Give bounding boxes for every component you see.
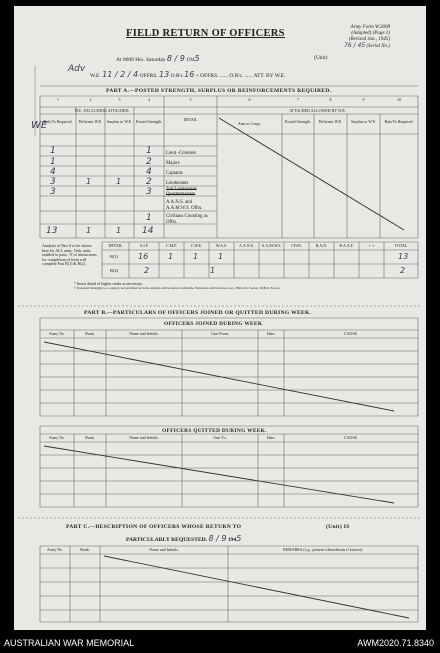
joined-col-army-no: Army No.	[48, 331, 66, 336]
analysis-footnote-1: * Insert detail of higher ranks as necessary.	[74, 281, 143, 286]
col-number-2: 2	[89, 97, 92, 102]
attached-label: + OFFRS. ...... O.R's. ...... ATT. BY W.E.	[195, 73, 286, 79]
col-number-9: 9	[362, 97, 365, 102]
col-head-deficient: Deficient W.E.	[78, 119, 103, 124]
quitted-col-rank: Rank.	[85, 435, 95, 440]
analysis-head-was: W.A.S.	[215, 243, 228, 248]
analysis-row-r2: R(2)	[110, 268, 119, 273]
hw-c2-total: 1	[86, 226, 92, 235]
col-head-att-bals: Bals/To Required.	[384, 119, 414, 124]
col-number-6: 6	[248, 97, 251, 102]
hw-c1-r1: 1	[50, 157, 56, 167]
row-majors: Majors	[166, 161, 180, 166]
analysis-head-cmf: C.M.F.	[165, 243, 178, 248]
serial-label: (Serial No.)	[366, 44, 390, 49]
detail-heading: DETAIL	[183, 117, 198, 122]
analysis-head-aamws: A.A.M.W.S.	[261, 243, 282, 248]
hw-an-r2-aif: 2	[144, 266, 150, 275]
col-number-5: 5	[189, 97, 192, 102]
hw-c4-total: 14	[142, 226, 154, 236]
row-aans: A.A.N.S. and A.A.M.W.S. Offrs.	[166, 200, 203, 211]
ors-handwritten: 16	[184, 70, 195, 79]
col-number-3: 3	[118, 97, 121, 102]
hw-an-r1-aif: 16	[138, 252, 149, 261]
revised-label: (Revised Jan., 1945)	[348, 37, 390, 42]
footer-institution: AUSTRALIAN WAR MEMORIAL	[4, 638, 135, 648]
hw-c1-r4: 3	[50, 187, 56, 197]
analysis-head-other: + +	[368, 243, 375, 248]
part-c-unit-is: (Unit) IS	[326, 524, 350, 530]
analysis-head-ran: R.A.N.	[315, 243, 328, 248]
partc-col-rank: Rank.	[80, 547, 90, 552]
hw-c1-r2: 4	[50, 167, 56, 177]
hw-an-r2-total: 2	[400, 266, 406, 275]
hw-c4-r6: 1	[146, 213, 152, 223]
army-form-number	[344, 25, 390, 50]
hw-c1-r0: 1	[50, 146, 56, 156]
we-line	[90, 70, 286, 79]
analysis-head-total: TOTAL	[394, 243, 408, 248]
hw-c1-total: 13	[46, 226, 58, 236]
hw-c2-r2: 1	[86, 177, 92, 186]
hw-c4-r3: 2	[146, 177, 152, 187]
hw-an-r1-cmf: 1	[168, 252, 174, 261]
at-label: At 0600 Hrs. Saturday	[116, 57, 166, 63]
col-number-1: 1	[57, 97, 59, 102]
joined-col-unit-from: Unit From.	[211, 331, 229, 336]
margin-handwritten: Adv	[68, 64, 86, 74]
col-number-8: 8	[329, 97, 332, 102]
row-2nd-lieutenants: 2nd Lieutenants	[166, 187, 197, 192]
col-head-att-posted: Posted Strength.	[284, 119, 312, 124]
year-label: 194	[186, 57, 195, 63]
ors-label: O.R's	[170, 73, 183, 79]
analysis-note: Analysis of Part A to be shown here for ALL units. Only units entitled to pairs, 'S' of instructions for completion of form will complete Part B(1) & B(2).	[42, 243, 97, 267]
serial-handwritten: 76 / 45	[344, 42, 366, 49]
row-captains: Captains	[166, 171, 183, 176]
form-sheet	[14, 6, 426, 630]
col-number-4: 4	[148, 97, 150, 102]
col-head-surplus: Surplus to W.E.	[106, 119, 133, 124]
analysis-head-raaf: R.A.A.F.	[339, 243, 354, 248]
col-number-7: 7	[297, 97, 299, 102]
unit-label: (Unit)	[314, 55, 328, 61]
quitted-col-unit-to: Unit To.	[213, 435, 227, 440]
joined-col-name: Name and Initials.	[129, 331, 159, 336]
attached-allowed: ATTACHED ALLOWED BY W.E.	[289, 108, 346, 113]
analysis-head-civil: CIVIL	[291, 243, 302, 248]
part-c-heading: PART C.—DESCRIPTION OF OFFICERS WHOSE RETURN TO	[66, 524, 242, 530]
hw-an-r1-was: 1	[218, 252, 224, 261]
date-handwritten: 8 / 9	[166, 54, 185, 63]
row-quartermasters: Quartermasters	[166, 192, 196, 197]
offrs-label: OFFRS.	[139, 73, 158, 79]
col-head-posted: Posted Strength.	[135, 119, 163, 124]
hw-c4-r1: 2	[146, 157, 152, 167]
analysis-head-detail: DETAIL	[108, 243, 123, 248]
hw-c1-r3: 3	[50, 177, 56, 187]
we-handwritten: 11 / 2 / 4	[102, 70, 139, 79]
hw-an-r1-total: 13	[398, 252, 409, 261]
hw-c3-total: 1	[116, 226, 122, 235]
partc-col-name: Name and Initials.	[149, 547, 179, 552]
at-line	[116, 54, 200, 63]
quitted-col-date: Date.	[266, 435, 276, 440]
joined-title: OFFICERS JOINED DURING WEEK	[164, 321, 263, 327]
footer-accession: AWM2020.71.8340	[357, 638, 434, 648]
joined-col-rank: Rank.	[85, 331, 95, 336]
quitted-col-army-no: Army No.	[48, 435, 66, 440]
part-c-year: 194	[227, 537, 237, 543]
col-head-bals-required: Bals/To Required.	[43, 119, 73, 124]
quitted-title: OFFICERS QUITTED DURING WEEK.	[162, 428, 267, 434]
we-handwritten-margin: WE	[31, 120, 48, 131]
joined-col-cause: CAUSE.	[343, 331, 359, 336]
col-head-arm-corps: Arm or Corps.	[237, 121, 262, 126]
analysis-row-r1: R(1)	[110, 254, 119, 259]
part-c-requested: PARTICULARLY REQUESTED.	[126, 537, 208, 543]
army-form-label: Army Form W.3008	[350, 25, 390, 30]
analysis-head-aans: A.A.N.S.	[239, 243, 254, 248]
we-label: W.E.	[90, 73, 101, 79]
part-c-date-handwritten: 8 / 9	[208, 534, 227, 543]
quitted-col-name: Name and Initials.	[129, 435, 159, 440]
year-handwritten: 5	[194, 54, 200, 63]
analysis-footnote-2: + Personnel belonging to a category not provided for in the analysis will be shown in this line. Particulars will be shown, e.g., 2ND U.K. Forces; 5th B.Z. Forces.	[74, 286, 280, 290]
col-head-att-deficient: Deficient W.E.	[318, 119, 343, 124]
part-a-heading: PART A.—POSTED STRENGTH, SURPLUS OR REINFORCEMENTS REQUIRED.	[106, 88, 332, 94]
offrs-handwritten: 13	[159, 70, 170, 79]
form-title: FIELD RETURN OF OFFICERS	[126, 28, 285, 39]
col-head-att-surplus: Surplus to W.E.	[350, 119, 377, 124]
part-b-heading: PART B.—PARTICULARS OF OFFICERS JOINED OR QUITTED DURING WEEK.	[84, 310, 312, 316]
quitted-col-cause: CAUSE.	[343, 435, 359, 440]
row-lieut-colonels: Lieut.-Colonels	[166, 151, 196, 156]
analysis-head-aif: A.I.F.	[139, 243, 149, 248]
hw-c3-r2: 1	[116, 177, 122, 186]
partc-col-remarks: REMARKS (e.g., present whereabouts if known).	[283, 547, 363, 552]
hw-c4-r4: 3	[146, 187, 152, 197]
hw-c4-r0: 1	[146, 146, 152, 156]
joined-col-date: Date.	[266, 331, 276, 336]
analysis-head-cwe: C.W.E.	[190, 243, 203, 248]
hw-c4-r2: 4	[146, 167, 152, 177]
part-c-year-handwritten: 5	[236, 534, 242, 543]
row-civilians: Civilians Counting as Offrs.	[166, 214, 208, 225]
col-number-10: 10	[397, 97, 401, 102]
adapted-label: (Adapted) (Page 1)	[351, 31, 390, 36]
hw-an-r2-cwe: 1	[210, 266, 216, 275]
partc-col-army-no: Army No.	[46, 547, 64, 552]
row-lieutenants: Lieutenants	[166, 181, 189, 186]
hw-an-r1-cwe: 1	[193, 252, 199, 261]
part-c-line2	[126, 534, 241, 543]
we-excluding-attached: W.E. EXCLUDING ATTACHED.	[74, 108, 130, 113]
